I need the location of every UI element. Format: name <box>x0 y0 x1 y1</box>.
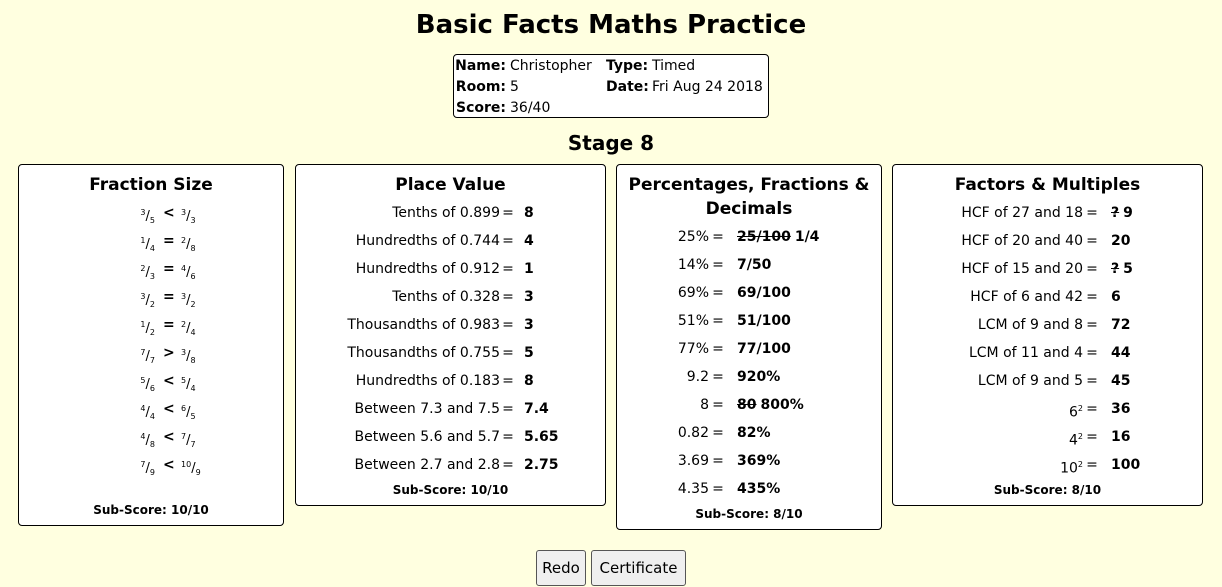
question-label: Hundredths of 0.744 <box>355 233 500 249</box>
type-value: Timed <box>652 58 696 74</box>
equals-sign: = <box>1086 429 1098 445</box>
room-value: 5 <box>510 79 519 95</box>
question-row <box>893 423 1202 451</box>
equals-sign: = <box>502 205 514 221</box>
question-text <box>678 279 709 307</box>
answer <box>1111 311 1130 339</box>
answer <box>524 199 534 227</box>
correct-answer: 45 <box>1111 373 1131 389</box>
question-label: HCF of 6 and 42 <box>970 289 1083 305</box>
question-text <box>978 367 1083 395</box>
question-text <box>961 227 1083 255</box>
answer <box>1111 423 1130 451</box>
wrong-answer: 80 <box>737 397 757 413</box>
fraction-slash: / <box>186 433 191 448</box>
correct-answer: 3 <box>524 317 534 333</box>
question-label: 69% <box>677 285 709 301</box>
answer <box>1111 199 1133 227</box>
denominator: 3 <box>149 272 155 281</box>
correct-answer: 435% <box>737 481 781 497</box>
correct-answer: 1 <box>524 261 534 277</box>
fraction-slash: / <box>145 405 150 420</box>
answer <box>524 395 549 423</box>
numerator: 3 <box>181 348 187 357</box>
subscore: Sub-Score: 10/10 <box>93 503 209 517</box>
fraction-slash: / <box>186 321 191 336</box>
question-text <box>392 283 500 311</box>
answer <box>524 227 534 255</box>
question-label: Thousandths of 0.755 <box>347 345 500 361</box>
denominator: 5 <box>149 216 155 225</box>
fraction-row <box>19 339 283 367</box>
answer <box>1111 395 1130 423</box>
correct-answer: 72 <box>1111 317 1131 333</box>
correct-answer: 920% <box>737 369 781 385</box>
correct-answer: 1/4 <box>794 229 820 245</box>
question-text <box>356 227 500 255</box>
correct-answer: 36 <box>1111 401 1131 417</box>
fraction-row <box>19 451 283 479</box>
comparison-sign: < <box>163 457 175 473</box>
question-label: 3.69 <box>677 453 709 469</box>
question-text <box>1060 451 1083 483</box>
correct-answer: 4 <box>524 233 534 249</box>
correct-answer: 2.75 <box>524 457 559 473</box>
denominator: 8 <box>190 356 196 365</box>
question-row <box>296 227 605 255</box>
denominator: 7 <box>190 440 196 449</box>
correct-answer: 5 <box>1123 261 1133 277</box>
question-row <box>296 311 605 339</box>
question-text <box>356 255 500 283</box>
equals-sign: = <box>712 425 724 441</box>
question-label: LCM of 9 and 8 <box>977 317 1083 333</box>
equals-sign: = <box>712 397 724 413</box>
fraction-slash: / <box>145 293 150 308</box>
question-row <box>893 311 1202 339</box>
answer <box>737 335 791 363</box>
answer <box>524 311 534 339</box>
question-text <box>678 419 709 447</box>
numerator: 10 <box>181 460 192 469</box>
fraction-slash: / <box>145 209 150 224</box>
question-row <box>893 199 1202 227</box>
comparison-sign: = <box>163 289 175 305</box>
score-value: 36/40 <box>510 100 551 116</box>
exponent: 2 <box>1077 404 1083 413</box>
numerator: 7 <box>181 432 187 441</box>
equals-sign: = <box>712 313 724 329</box>
question-row <box>893 227 1202 255</box>
fraction-slash: / <box>186 405 191 420</box>
answer <box>524 283 534 311</box>
comparison-sign: = <box>163 261 175 277</box>
numerator: 7 <box>140 348 146 357</box>
question-row <box>296 339 605 367</box>
question-row <box>296 367 605 395</box>
equals-sign: = <box>712 481 724 497</box>
equals-sign: = <box>502 317 514 333</box>
score-label: Score: <box>456 100 506 116</box>
correct-answer: 44 <box>1111 345 1131 361</box>
question-row <box>893 451 1202 479</box>
question-text <box>678 335 709 363</box>
question-row <box>296 255 605 283</box>
comparison-sign: < <box>163 429 175 445</box>
question-row <box>893 255 1202 283</box>
question-text <box>961 199 1083 227</box>
student-info-box <box>453 54 769 118</box>
fraction-slash: / <box>145 321 150 336</box>
question-row <box>617 279 881 307</box>
question-text <box>678 223 709 251</box>
question-label: 77% <box>677 341 709 357</box>
numerator: 3 <box>181 292 187 301</box>
numerator: 4 <box>140 432 146 441</box>
equals-sign: = <box>502 261 514 277</box>
question-text <box>678 475 709 503</box>
question-row <box>893 367 1202 395</box>
question-label: Hundredths of 0.183 <box>355 373 500 389</box>
percentages-panel <box>616 164 882 530</box>
answer <box>737 363 780 391</box>
question-row <box>893 283 1202 311</box>
fraction-slash: / <box>145 461 150 476</box>
equals-sign: = <box>712 453 724 469</box>
fraction-size-panel <box>18 164 284 526</box>
correct-answer: 800% <box>760 397 804 413</box>
question-row <box>617 447 881 475</box>
equals-sign: = <box>1086 401 1098 417</box>
answer <box>524 451 559 479</box>
question-text <box>978 311 1083 339</box>
question-text <box>392 199 500 227</box>
question-row <box>617 251 881 279</box>
equals-sign: = <box>712 285 724 301</box>
fraction-slash: / <box>145 377 150 392</box>
correct-answer: 6 <box>1111 289 1121 305</box>
answer <box>737 419 771 447</box>
denominator: 5 <box>190 412 196 421</box>
comparison-sign: > <box>163 345 175 361</box>
correct-answer: 369% <box>737 453 781 469</box>
question-row <box>617 335 881 363</box>
question-label: LCM of 9 and 5 <box>977 373 1083 389</box>
equals-sign: = <box>502 373 514 389</box>
question-text <box>970 283 1083 311</box>
question-text <box>355 423 500 451</box>
question-text <box>355 451 500 479</box>
subscore: Sub-Score: 8/10 <box>695 507 803 521</box>
correct-answer: 16 <box>1111 429 1131 445</box>
numerator: 2 <box>181 320 187 329</box>
correct-answer: 7/50 <box>737 257 772 273</box>
equals-sign: = <box>502 429 514 445</box>
fraction-row <box>19 199 283 227</box>
answer <box>1111 227 1130 255</box>
question-label: 25% <box>677 229 709 245</box>
question-text <box>347 339 500 367</box>
answer <box>737 447 780 475</box>
question-label: Between 5.6 and 5.7 <box>354 429 500 445</box>
fraction-slash: / <box>186 237 191 252</box>
numerator: 4 <box>181 264 187 273</box>
equals-sign: = <box>502 345 514 361</box>
question-label: Tenths of 0.899 <box>392 205 500 221</box>
numerator: 1 <box>140 236 146 245</box>
denominator: 3 <box>190 216 196 225</box>
denominator: 4 <box>190 384 196 393</box>
numerator: 5 <box>140 376 146 385</box>
correct-answer: 7.4 <box>524 401 549 417</box>
question-label: Thousandths of 0.983 <box>347 317 500 333</box>
question-label: HCF of 27 and 18 <box>961 205 1083 221</box>
fraction-row <box>19 395 283 423</box>
denominator: 7 <box>149 356 155 365</box>
answer <box>737 279 791 307</box>
fraction-slash: / <box>186 209 191 224</box>
question-label: 8 <box>700 397 709 413</box>
correct-answer: 77/100 <box>737 341 791 357</box>
answer <box>737 307 791 335</box>
numerator: 1 <box>140 320 146 329</box>
place-value-panel <box>295 164 606 506</box>
equals-sign: = <box>1086 457 1098 473</box>
factors-multiples-panel <box>892 164 1203 506</box>
name-label: Name: <box>455 58 506 74</box>
right-fraction <box>181 451 201 487</box>
question-row <box>893 395 1202 423</box>
question-label: HCF of 15 and 20 <box>961 261 1083 277</box>
page-title: Basic Facts Maths Practice <box>415 10 807 40</box>
question-text <box>678 251 709 279</box>
fraction-slash: / <box>186 377 191 392</box>
panel-title: Percentages, Fractions & Decimals <box>628 175 870 219</box>
answer <box>737 475 780 503</box>
question-text <box>1069 423 1083 455</box>
correct-answer: 8 <box>524 373 534 389</box>
equals-sign: = <box>712 369 724 385</box>
left-fraction <box>140 451 155 487</box>
subscore: Sub-Score: 8/10 <box>993 483 1102 497</box>
question-row <box>296 395 605 423</box>
question-label: 9.2 <box>686 369 709 385</box>
wrong-answer: 25/100 <box>737 229 791 245</box>
question-label: Tenths of 0.328 <box>392 289 500 305</box>
panel-title: Factors & Multiples <box>954 175 1141 195</box>
correct-answer: 69/100 <box>737 285 791 301</box>
stage-heading: Stage 8 <box>567 131 655 155</box>
correct-answer: 3 <box>524 289 534 305</box>
room-label: Room: <box>455 79 506 95</box>
numerator: 3 <box>140 208 146 217</box>
panel-title: Fraction Size <box>89 175 213 195</box>
fraction-row <box>19 311 283 339</box>
equals-sign: = <box>502 289 514 305</box>
comparison-sign: < <box>163 401 175 417</box>
equals-sign: = <box>1086 233 1098 249</box>
answer <box>1111 255 1133 283</box>
wrong-answer: ? <box>1111 205 1120 221</box>
certificate-button[interactable]: Certificate <box>591 550 686 586</box>
question-text <box>961 255 1083 283</box>
fraction-slash: / <box>186 349 191 364</box>
denominator: 2 <box>149 300 155 309</box>
redo-button[interactable]: Redo <box>536 550 586 586</box>
answer <box>737 251 771 279</box>
numerator: 3 <box>181 208 187 217</box>
equals-sign: = <box>712 229 724 245</box>
question-label: HCF of 20 and 40 <box>961 233 1083 249</box>
question-text <box>1069 395 1083 427</box>
question-label: 4 <box>1068 432 1078 449</box>
question-row <box>893 339 1202 367</box>
equals-sign: = <box>1086 373 1098 389</box>
denominator: 4 <box>190 328 196 337</box>
comparison-sign: = <box>163 233 175 249</box>
equals-sign: = <box>712 257 724 273</box>
denominator: 6 <box>190 272 196 281</box>
question-row <box>617 419 881 447</box>
date-value: Fri Aug 24 2018 <box>652 79 763 95</box>
answer <box>1111 451 1140 479</box>
question-text <box>678 447 709 475</box>
question-label: LCM of 11 and 4 <box>968 345 1083 361</box>
fraction-row <box>19 255 283 283</box>
wrong-answer: ? <box>1111 261 1120 277</box>
correct-answer: 100 <box>1111 457 1141 473</box>
question-label: 51% <box>677 313 709 329</box>
subscore: Sub-Score: 10/10 <box>392 483 509 497</box>
equals-sign: = <box>1086 205 1098 221</box>
numerator: 2 <box>181 236 187 245</box>
correct-answer: 20 <box>1111 233 1131 249</box>
answer <box>524 255 534 283</box>
question-text <box>347 311 500 339</box>
question-row <box>617 307 881 335</box>
question-label: Hundredths of 0.912 <box>355 261 500 277</box>
question-label: Between 7.3 and 7.5 <box>354 401 500 417</box>
denominator: 9 <box>195 468 201 477</box>
type-label: Type: <box>606 58 649 74</box>
fraction-slash: / <box>145 349 150 364</box>
question-text <box>678 307 709 335</box>
answer <box>524 423 559 451</box>
equals-sign: = <box>1086 317 1098 333</box>
equals-sign: = <box>712 341 724 357</box>
question-label: Between 2.7 and 2.8 <box>354 457 500 473</box>
denominator: 8 <box>149 440 155 449</box>
question-text <box>687 363 709 391</box>
question-label: 10 <box>1060 460 1078 477</box>
correct-answer: 8 <box>524 205 534 221</box>
fraction-slash: / <box>145 433 150 448</box>
fraction-row <box>19 283 283 311</box>
question-row <box>296 283 605 311</box>
answer <box>524 339 534 367</box>
correct-answer: 51/100 <box>737 313 791 329</box>
numerator: 2 <box>140 264 146 273</box>
denominator: 2 <box>190 300 196 309</box>
comparison-sign: < <box>163 205 175 221</box>
question-row <box>617 223 881 251</box>
question-row <box>617 363 881 391</box>
exponent: 2 <box>1077 460 1083 469</box>
correct-answer: 9 <box>1123 205 1133 221</box>
question-row <box>617 475 881 503</box>
fraction-row <box>19 227 283 255</box>
question-text <box>969 339 1083 367</box>
fraction-slash: / <box>145 265 150 280</box>
fraction-slash: / <box>145 237 150 252</box>
numerator: 6 <box>181 404 187 413</box>
answer <box>1111 367 1130 395</box>
answer <box>524 367 534 395</box>
denominator: 8 <box>190 244 196 253</box>
equals-sign: = <box>1086 289 1098 305</box>
exponent: 2 <box>1077 432 1083 441</box>
equals-sign: = <box>502 457 514 473</box>
answer <box>1111 339 1130 367</box>
fraction-row <box>19 367 283 395</box>
question-text <box>700 391 709 419</box>
question-text <box>355 395 500 423</box>
numerator: 3 <box>140 292 146 301</box>
denominator: 6 <box>149 384 155 393</box>
question-label: 4.35 <box>677 481 709 497</box>
denominator: 4 <box>149 244 155 253</box>
fraction-slash: / <box>191 461 196 476</box>
fraction-slash: / <box>186 293 191 308</box>
equals-sign: = <box>502 233 514 249</box>
correct-answer: 82% <box>737 425 771 441</box>
answer <box>737 223 819 251</box>
question-label: 14% <box>677 257 709 273</box>
numerator: 5 <box>181 376 187 385</box>
question-row <box>296 199 605 227</box>
equals-sign: = <box>502 401 514 417</box>
question-row <box>617 391 881 419</box>
question-row <box>296 451 605 479</box>
fraction-slash: / <box>186 265 191 280</box>
numerator: 7 <box>140 460 146 469</box>
date-label: Date: <box>606 79 649 95</box>
comparison-sign: = <box>163 317 175 333</box>
question-label: 6 <box>1068 404 1078 421</box>
answer <box>737 391 804 419</box>
panel-title: Place Value <box>395 175 506 195</box>
equals-sign: = <box>1086 345 1098 361</box>
answer <box>1111 283 1121 311</box>
question-label: 0.82 <box>677 425 709 441</box>
denominator: 2 <box>149 328 155 337</box>
denominator: 4 <box>149 412 155 421</box>
equals-sign: = <box>1086 261 1098 277</box>
correct-answer: 5 <box>524 345 534 361</box>
name-value: Christopher <box>510 58 592 74</box>
fraction-row <box>19 423 283 451</box>
denominator: 9 <box>149 468 155 477</box>
numerator: 4 <box>140 404 146 413</box>
question-row <box>296 423 605 451</box>
correct-answer: 5.65 <box>524 429 559 445</box>
comparison-sign: < <box>163 373 175 389</box>
question-text <box>356 367 500 395</box>
